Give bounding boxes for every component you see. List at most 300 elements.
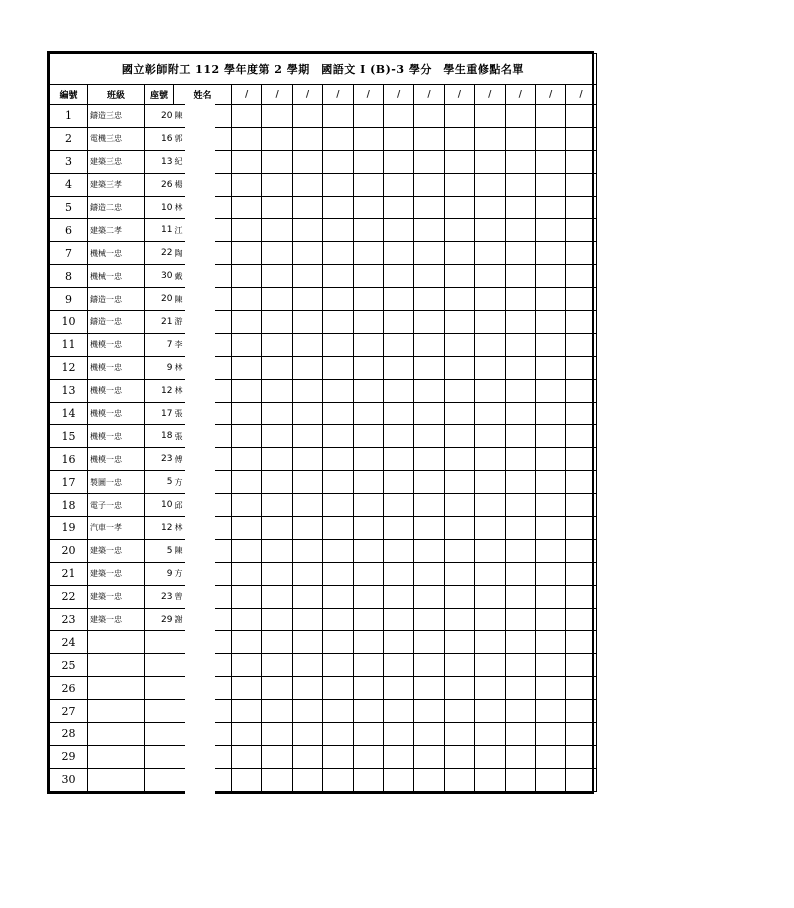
attendance-cell[interactable]: [566, 242, 596, 265]
attendance-cell[interactable]: [475, 539, 505, 562]
attendance-cell[interactable]: [323, 105, 353, 128]
attendance-cell[interactable]: [232, 745, 262, 768]
attendance-cell[interactable]: [535, 654, 565, 677]
attendance-cell[interactable]: [566, 105, 596, 128]
attendance-cell[interactable]: [323, 379, 353, 402]
attendance-cell[interactable]: [505, 585, 535, 608]
attendance-cell[interactable]: [535, 425, 565, 448]
attendance-cell[interactable]: [566, 539, 596, 562]
attendance-cell[interactable]: [323, 402, 353, 425]
attendance-cell[interactable]: [535, 356, 565, 379]
attendance-cell[interactable]: [475, 127, 505, 150]
attendance-cell[interactable]: [383, 105, 413, 128]
attendance-cell[interactable]: [414, 608, 444, 631]
attendance-cell[interactable]: [292, 173, 322, 196]
attendance-cell[interactable]: [353, 150, 383, 173]
attendance-cell[interactable]: [383, 356, 413, 379]
attendance-cell[interactable]: [444, 356, 474, 379]
attendance-cell[interactable]: [353, 127, 383, 150]
attendance-cell[interactable]: [232, 219, 262, 242]
attendance-cell[interactable]: [292, 105, 322, 128]
attendance-cell[interactable]: [323, 196, 353, 219]
attendance-cell[interactable]: [566, 677, 596, 700]
attendance-cell[interactable]: [566, 448, 596, 471]
attendance-cell[interactable]: [262, 356, 292, 379]
attendance-cell[interactable]: [292, 608, 322, 631]
attendance-cell[interactable]: [475, 631, 505, 654]
attendance-cell[interactable]: [535, 539, 565, 562]
attendance-cell[interactable]: [292, 654, 322, 677]
attendance-cell[interactable]: [444, 654, 474, 677]
attendance-cell[interactable]: [475, 150, 505, 173]
attendance-cell[interactable]: [232, 585, 262, 608]
attendance-cell[interactable]: [323, 288, 353, 311]
attendance-cell[interactable]: [475, 562, 505, 585]
attendance-cell[interactable]: [505, 105, 535, 128]
attendance-cell[interactable]: [383, 242, 413, 265]
attendance-cell[interactable]: [383, 448, 413, 471]
attendance-cell[interactable]: [262, 494, 292, 517]
attendance-cell[interactable]: [444, 562, 474, 585]
attendance-cell[interactable]: [444, 471, 474, 494]
attendance-cell[interactable]: [323, 356, 353, 379]
attendance-cell[interactable]: [262, 242, 292, 265]
attendance-cell[interactable]: [353, 288, 383, 311]
attendance-cell[interactable]: [535, 562, 565, 585]
attendance-cell[interactable]: [262, 517, 292, 540]
attendance-cell[interactable]: [475, 494, 505, 517]
attendance-cell[interactable]: [566, 402, 596, 425]
attendance-cell[interactable]: [232, 173, 262, 196]
attendance-cell[interactable]: [292, 219, 322, 242]
attendance-cell[interactable]: [292, 127, 322, 150]
attendance-cell[interactable]: [232, 768, 262, 791]
attendance-cell[interactable]: [292, 745, 322, 768]
attendance-cell[interactable]: [444, 494, 474, 517]
attendance-cell[interactable]: [323, 425, 353, 448]
attendance-cell[interactable]: [475, 402, 505, 425]
attendance-cell[interactable]: [262, 150, 292, 173]
attendance-cell[interactable]: [292, 471, 322, 494]
attendance-cell[interactable]: [414, 288, 444, 311]
attendance-cell[interactable]: [292, 562, 322, 585]
attendance-cell[interactable]: [505, 723, 535, 746]
attendance-cell[interactable]: [505, 745, 535, 768]
attendance-cell[interactable]: [475, 425, 505, 448]
attendance-cell[interactable]: [323, 150, 353, 173]
attendance-cell[interactable]: [535, 517, 565, 540]
attendance-cell[interactable]: [292, 379, 322, 402]
attendance-cell[interactable]: [232, 723, 262, 746]
attendance-cell[interactable]: [323, 768, 353, 791]
attendance-cell[interactable]: [383, 517, 413, 540]
attendance-cell[interactable]: [566, 196, 596, 219]
attendance-cell[interactable]: [535, 768, 565, 791]
attendance-cell[interactable]: [444, 265, 474, 288]
attendance-cell[interactable]: [262, 173, 292, 196]
attendance-cell[interactable]: [444, 402, 474, 425]
attendance-cell[interactable]: [323, 585, 353, 608]
attendance-cell[interactable]: [414, 425, 444, 448]
attendance-cell[interactable]: [505, 654, 535, 677]
attendance-cell[interactable]: [414, 196, 444, 219]
attendance-cell[interactable]: [383, 219, 413, 242]
attendance-cell[interactable]: [414, 494, 444, 517]
attendance-cell[interactable]: [505, 677, 535, 700]
attendance-cell[interactable]: [232, 654, 262, 677]
attendance-cell[interactable]: [292, 517, 322, 540]
attendance-cell[interactable]: [292, 196, 322, 219]
attendance-cell[interactable]: [535, 723, 565, 746]
attendance-cell[interactable]: [292, 494, 322, 517]
attendance-cell[interactable]: [292, 677, 322, 700]
attendance-cell[interactable]: [232, 539, 262, 562]
attendance-cell[interactable]: [414, 654, 444, 677]
attendance-cell[interactable]: [232, 448, 262, 471]
attendance-cell[interactable]: [505, 127, 535, 150]
attendance-cell[interactable]: [232, 356, 262, 379]
attendance-cell[interactable]: [414, 311, 444, 334]
attendance-cell[interactable]: [414, 448, 444, 471]
attendance-cell[interactable]: [505, 539, 535, 562]
attendance-cell[interactable]: [444, 311, 474, 334]
attendance-cell[interactable]: [383, 631, 413, 654]
attendance-cell[interactable]: [323, 517, 353, 540]
attendance-cell[interactable]: [353, 448, 383, 471]
attendance-cell[interactable]: [475, 700, 505, 723]
attendance-cell[interactable]: [262, 539, 292, 562]
attendance-cell[interactable]: [353, 494, 383, 517]
attendance-cell[interactable]: [566, 265, 596, 288]
attendance-cell[interactable]: [535, 608, 565, 631]
attendance-cell[interactable]: [262, 631, 292, 654]
attendance-cell[interactable]: [323, 700, 353, 723]
attendance-cell[interactable]: [566, 723, 596, 746]
attendance-cell[interactable]: [292, 700, 322, 723]
attendance-cell[interactable]: [353, 242, 383, 265]
attendance-cell[interactable]: [444, 539, 474, 562]
attendance-cell[interactable]: [232, 196, 262, 219]
attendance-cell[interactable]: [414, 402, 444, 425]
attendance-cell[interactable]: [383, 333, 413, 356]
attendance-cell[interactable]: [475, 196, 505, 219]
attendance-cell[interactable]: [292, 333, 322, 356]
attendance-cell[interactable]: [535, 150, 565, 173]
attendance-cell[interactable]: [323, 677, 353, 700]
attendance-cell[interactable]: [353, 402, 383, 425]
attendance-cell[interactable]: [232, 471, 262, 494]
attendance-cell[interactable]: [262, 654, 292, 677]
attendance-cell[interactable]: [475, 311, 505, 334]
attendance-cell[interactable]: [535, 379, 565, 402]
attendance-cell[interactable]: [535, 745, 565, 768]
attendance-cell[interactable]: [444, 745, 474, 768]
attendance-cell[interactable]: [505, 471, 535, 494]
attendance-cell[interactable]: [323, 265, 353, 288]
attendance-cell[interactable]: [383, 768, 413, 791]
attendance-cell[interactable]: [353, 356, 383, 379]
attendance-cell[interactable]: [414, 105, 444, 128]
attendance-cell[interactable]: [262, 562, 292, 585]
attendance-cell[interactable]: [414, 265, 444, 288]
attendance-cell[interactable]: [262, 127, 292, 150]
attendance-cell[interactable]: [383, 402, 413, 425]
attendance-cell[interactable]: [232, 700, 262, 723]
attendance-cell[interactable]: [505, 700, 535, 723]
attendance-cell[interactable]: [292, 539, 322, 562]
attendance-cell[interactable]: [323, 539, 353, 562]
attendance-cell[interactable]: [232, 333, 262, 356]
attendance-cell[interactable]: [505, 608, 535, 631]
attendance-cell[interactable]: [383, 173, 413, 196]
attendance-cell[interactable]: [444, 173, 474, 196]
attendance-cell[interactable]: [475, 608, 505, 631]
attendance-cell[interactable]: [323, 745, 353, 768]
attendance-cell[interactable]: [232, 127, 262, 150]
attendance-cell[interactable]: [232, 517, 262, 540]
attendance-cell[interactable]: [383, 562, 413, 585]
attendance-cell[interactable]: [262, 288, 292, 311]
attendance-cell[interactable]: [232, 677, 262, 700]
attendance-cell[interactable]: [353, 196, 383, 219]
attendance-cell[interactable]: [535, 677, 565, 700]
attendance-cell[interactable]: [444, 219, 474, 242]
attendance-cell[interactable]: [444, 448, 474, 471]
attendance-cell[interactable]: [444, 150, 474, 173]
attendance-cell[interactable]: [262, 333, 292, 356]
attendance-cell[interactable]: [262, 105, 292, 128]
attendance-cell[interactable]: [262, 700, 292, 723]
attendance-cell[interactable]: [414, 127, 444, 150]
attendance-cell[interactable]: [475, 265, 505, 288]
attendance-cell[interactable]: [414, 700, 444, 723]
attendance-cell[interactable]: [505, 768, 535, 791]
attendance-cell[interactable]: [292, 585, 322, 608]
attendance-cell[interactable]: [505, 356, 535, 379]
attendance-cell[interactable]: [232, 242, 262, 265]
attendance-cell[interactable]: [262, 311, 292, 334]
attendance-cell[interactable]: [383, 265, 413, 288]
attendance-cell[interactable]: [566, 379, 596, 402]
attendance-cell[interactable]: [535, 265, 565, 288]
attendance-cell[interactable]: [262, 677, 292, 700]
attendance-cell[interactable]: [566, 471, 596, 494]
attendance-cell[interactable]: [444, 677, 474, 700]
attendance-cell[interactable]: [535, 196, 565, 219]
attendance-cell[interactable]: [535, 631, 565, 654]
attendance-cell[interactable]: [505, 402, 535, 425]
attendance-cell[interactable]: [535, 311, 565, 334]
attendance-cell[interactable]: [414, 768, 444, 791]
attendance-cell[interactable]: [444, 288, 474, 311]
attendance-cell[interactable]: [353, 379, 383, 402]
attendance-cell[interactable]: [414, 219, 444, 242]
attendance-cell[interactable]: [535, 448, 565, 471]
attendance-cell[interactable]: [383, 425, 413, 448]
attendance-cell[interactable]: [505, 379, 535, 402]
attendance-cell[interactable]: [444, 608, 474, 631]
attendance-cell[interactable]: [475, 242, 505, 265]
attendance-cell[interactable]: [475, 517, 505, 540]
attendance-cell[interactable]: [353, 311, 383, 334]
attendance-cell[interactable]: [353, 539, 383, 562]
attendance-cell[interactable]: [323, 311, 353, 334]
attendance-cell[interactable]: [232, 265, 262, 288]
attendance-cell[interactable]: [535, 333, 565, 356]
attendance-cell[interactable]: [292, 425, 322, 448]
attendance-cell[interactable]: [444, 768, 474, 791]
attendance-cell[interactable]: [444, 425, 474, 448]
attendance-cell[interactable]: [292, 402, 322, 425]
attendance-cell[interactable]: [232, 150, 262, 173]
attendance-cell[interactable]: [414, 517, 444, 540]
attendance-cell[interactable]: [475, 471, 505, 494]
attendance-cell[interactable]: [353, 745, 383, 768]
attendance-cell[interactable]: [414, 356, 444, 379]
attendance-cell[interactable]: [383, 700, 413, 723]
attendance-cell[interactable]: [292, 356, 322, 379]
attendance-cell[interactable]: [505, 265, 535, 288]
attendance-cell[interactable]: [566, 173, 596, 196]
attendance-cell[interactable]: [262, 471, 292, 494]
attendance-cell[interactable]: [566, 494, 596, 517]
attendance-cell[interactable]: [262, 265, 292, 288]
attendance-cell[interactable]: [505, 425, 535, 448]
attendance-cell[interactable]: [505, 242, 535, 265]
attendance-cell[interactable]: [323, 471, 353, 494]
attendance-cell[interactable]: [353, 517, 383, 540]
attendance-cell[interactable]: [505, 494, 535, 517]
attendance-cell[interactable]: [566, 425, 596, 448]
attendance-cell[interactable]: [232, 311, 262, 334]
attendance-cell[interactable]: [566, 562, 596, 585]
attendance-cell[interactable]: [444, 105, 474, 128]
attendance-cell[interactable]: [323, 219, 353, 242]
attendance-cell[interactable]: [232, 608, 262, 631]
attendance-cell[interactable]: [566, 150, 596, 173]
attendance-cell[interactable]: [383, 723, 413, 746]
attendance-cell[interactable]: [444, 517, 474, 540]
attendance-cell[interactable]: [566, 585, 596, 608]
attendance-cell[interactable]: [475, 288, 505, 311]
attendance-cell[interactable]: [383, 608, 413, 631]
attendance-cell[interactable]: [505, 196, 535, 219]
attendance-cell[interactable]: [535, 219, 565, 242]
attendance-cell[interactable]: [505, 562, 535, 585]
attendance-cell[interactable]: [414, 539, 444, 562]
attendance-cell[interactable]: [505, 631, 535, 654]
attendance-cell[interactable]: [414, 150, 444, 173]
attendance-cell[interactable]: [353, 768, 383, 791]
attendance-cell[interactable]: [566, 356, 596, 379]
attendance-cell[interactable]: [566, 517, 596, 540]
attendance-cell[interactable]: [353, 677, 383, 700]
attendance-cell[interactable]: [353, 723, 383, 746]
attendance-cell[interactable]: [414, 379, 444, 402]
attendance-cell[interactable]: [566, 608, 596, 631]
attendance-cell[interactable]: [505, 150, 535, 173]
attendance-cell[interactable]: [383, 654, 413, 677]
attendance-cell[interactable]: [323, 723, 353, 746]
attendance-cell[interactable]: [475, 723, 505, 746]
attendance-cell[interactable]: [353, 219, 383, 242]
attendance-cell[interactable]: [262, 585, 292, 608]
attendance-cell[interactable]: [505, 219, 535, 242]
attendance-cell[interactable]: [353, 173, 383, 196]
attendance-cell[interactable]: [232, 562, 262, 585]
attendance-cell[interactable]: [505, 288, 535, 311]
attendance-cell[interactable]: [535, 402, 565, 425]
attendance-cell[interactable]: [353, 333, 383, 356]
attendance-cell[interactable]: [262, 608, 292, 631]
attendance-cell[interactable]: [475, 333, 505, 356]
attendance-cell[interactable]: [566, 219, 596, 242]
attendance-cell[interactable]: [232, 425, 262, 448]
attendance-cell[interactable]: [232, 105, 262, 128]
attendance-cell[interactable]: [414, 677, 444, 700]
attendance-cell[interactable]: [505, 173, 535, 196]
attendance-cell[interactable]: [475, 356, 505, 379]
attendance-cell[interactable]: [566, 288, 596, 311]
attendance-cell[interactable]: [262, 768, 292, 791]
attendance-cell[interactable]: [566, 745, 596, 768]
attendance-cell[interactable]: [444, 333, 474, 356]
attendance-cell[interactable]: [232, 631, 262, 654]
attendance-cell[interactable]: [232, 288, 262, 311]
attendance-cell[interactable]: [566, 631, 596, 654]
attendance-cell[interactable]: [292, 242, 322, 265]
attendance-cell[interactable]: [566, 127, 596, 150]
attendance-cell[interactable]: [414, 723, 444, 746]
attendance-cell[interactable]: [232, 402, 262, 425]
attendance-cell[interactable]: [444, 631, 474, 654]
attendance-cell[interactable]: [292, 311, 322, 334]
attendance-cell[interactable]: [262, 379, 292, 402]
attendance-cell[interactable]: [292, 448, 322, 471]
attendance-cell[interactable]: [566, 311, 596, 334]
attendance-cell[interactable]: [475, 379, 505, 402]
attendance-cell[interactable]: [353, 700, 383, 723]
attendance-cell[interactable]: [535, 288, 565, 311]
attendance-cell[interactable]: [475, 173, 505, 196]
attendance-cell[interactable]: [475, 768, 505, 791]
attendance-cell[interactable]: [323, 127, 353, 150]
attendance-cell[interactable]: [475, 219, 505, 242]
attendance-cell[interactable]: [262, 219, 292, 242]
attendance-cell[interactable]: [475, 654, 505, 677]
attendance-cell[interactable]: [475, 585, 505, 608]
attendance-cell[interactable]: [414, 173, 444, 196]
attendance-cell[interactable]: [414, 585, 444, 608]
attendance-cell[interactable]: [475, 448, 505, 471]
attendance-cell[interactable]: [353, 265, 383, 288]
attendance-cell[interactable]: [535, 173, 565, 196]
attendance-cell[interactable]: [383, 677, 413, 700]
attendance-cell[interactable]: [535, 242, 565, 265]
attendance-cell[interactable]: [414, 333, 444, 356]
attendance-cell[interactable]: [444, 196, 474, 219]
attendance-cell[interactable]: [414, 562, 444, 585]
attendance-cell[interactable]: [383, 288, 413, 311]
attendance-cell[interactable]: [383, 585, 413, 608]
attendance-cell[interactable]: [232, 379, 262, 402]
attendance-cell[interactable]: [383, 379, 413, 402]
attendance-cell[interactable]: [566, 700, 596, 723]
attendance-cell[interactable]: [292, 288, 322, 311]
attendance-cell[interactable]: [414, 471, 444, 494]
attendance-cell[interactable]: [475, 677, 505, 700]
attendance-cell[interactable]: [353, 471, 383, 494]
